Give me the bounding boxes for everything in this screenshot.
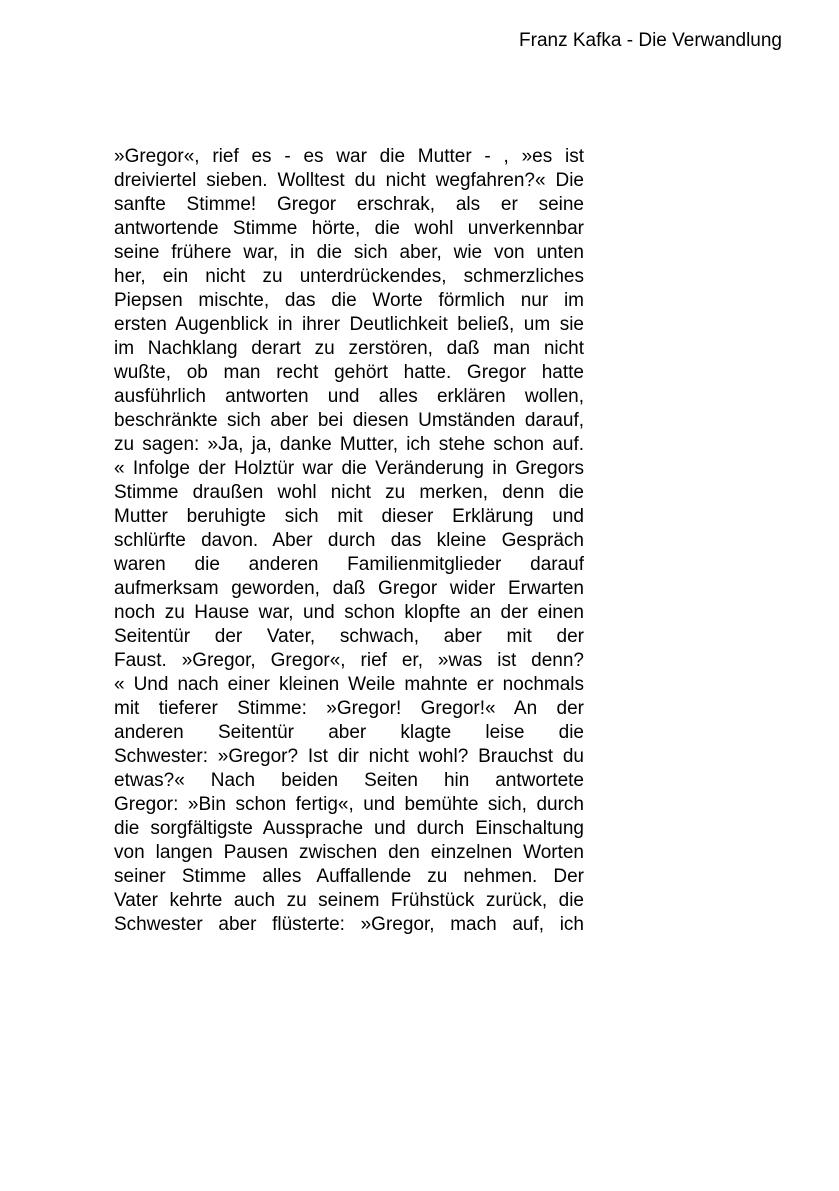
text-line: « Und nach einer kleinen Weile mahnte er nochmals [114, 674, 584, 695]
text-line: dreiviertel sieben. Wolltest du nicht wegfahren?« Die [114, 170, 584, 191]
text-line: schlürfte davon. Aber durch das kleine Gespräch [114, 530, 584, 551]
text-line: »Gregor«, rief es - es war die Mutter - , »es ist [114, 146, 584, 167]
text-line: antwortende Stimme hörte, die wohl unverkennbar [114, 218, 584, 239]
body-text [114, 145, 584, 937]
text-line: von langen Pausen zwischen den einzelnen Worten [114, 842, 584, 863]
text-line: Schwester aber flüsterte: »Gregor, mach auf, ich [114, 914, 584, 935]
text-line: waren die anderen Familienmitglieder darauf [114, 554, 584, 575]
text-line: Stimme draußen wohl nicht zu merken, denn die [114, 482, 584, 503]
text-line: ersten Augenblick in ihrer Deutlichkeit beließ, um sie [114, 314, 584, 335]
text-line: Schwester: »Gregor? Ist dir nicht wohl? Brauchst du [114, 746, 584, 767]
text-line: aufmerksam geworden, daß Gregor wider Erwarten [114, 578, 584, 599]
text-line: die sorgfältigste Aussprache und durch Einschaltung [114, 818, 584, 839]
text-line: Gregor: »Bin schon fertig«, und bemühte sich, durch [114, 794, 584, 815]
text-line: Piepsen mischte, das die Worte förmlich nur im [114, 290, 584, 311]
text-line: anderen Seitentür aber klagte leise die [114, 722, 584, 743]
text-line: Seitentür der Vater, schwach, aber mit der [114, 626, 584, 647]
text-line: zu sagen: »Ja, ja, danke Mutter, ich stehe schon auf. [114, 434, 584, 455]
text-line: sanfte Stimme! Gregor erschrak, als er seine [114, 194, 584, 215]
text-line: Mutter beruhigte sich mit dieser Erklärung und [114, 506, 584, 527]
text-line: noch zu Hause war, und schon klopfte an der einen [114, 602, 584, 623]
text-line: beschränkte sich aber bei diesen Umständen darauf, [114, 410, 584, 431]
text-line: wußte, ob man recht gehört hatte. Gregor hatte [114, 362, 584, 383]
text-line: Faust. »Gregor, Gregor«, rief er, »was ist denn? [114, 650, 584, 671]
text-line: mit tieferer Stimme: »Gregor! Gregor!« An der [114, 698, 584, 719]
text-line: im Nachklang derart zu zerstören, daß man nicht [114, 338, 584, 359]
text-line: seiner Stimme alles Auffallende zu nehmen. Der [114, 866, 584, 887]
text-line: etwas?« Nach beiden Seiten hin antwortete [114, 770, 584, 791]
page-header-title: Franz Kafka - Die Verwandlung [519, 30, 782, 51]
text-line: seine frühere war, in die sich aber, wie von unten [114, 242, 584, 263]
text-line: « Infolge der Holztür war die Veränderung in Gregors [114, 458, 584, 479]
text-line: Vater kehrte auch zu seinem Frühstück zurück, die [114, 890, 584, 911]
text-line: ausführlich antworten und alles erklären wollen, [114, 386, 584, 407]
text-line: her, ein nicht zu unterdrückendes, schmerzliches [114, 266, 584, 287]
